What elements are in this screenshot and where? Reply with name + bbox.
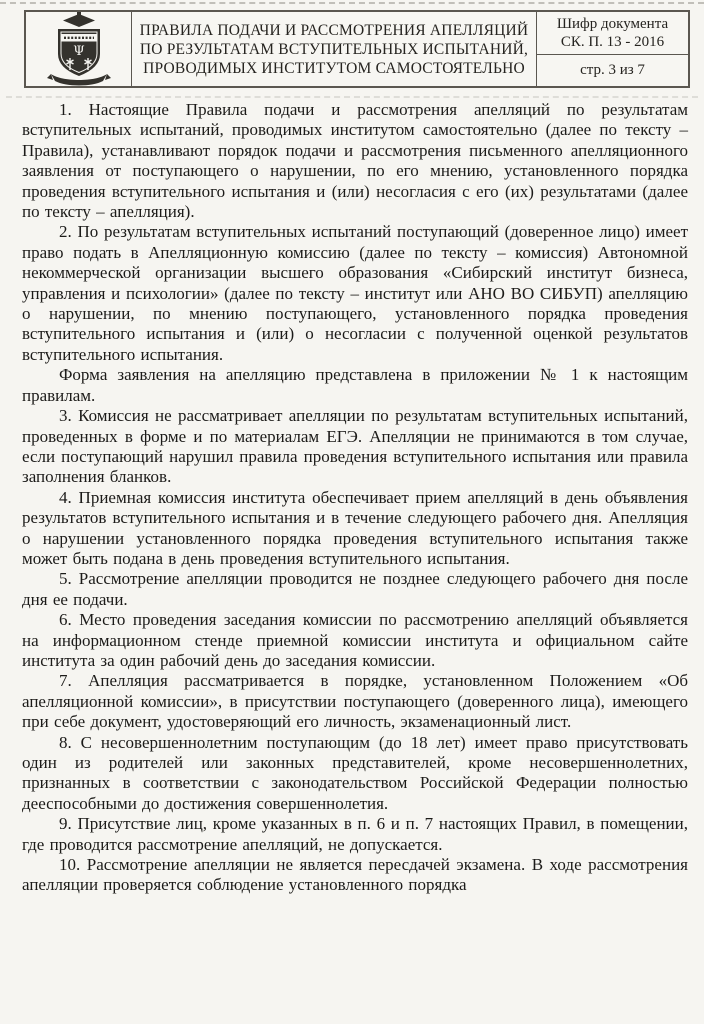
doc-code-label: Шифр документа [556,16,669,32]
doc-code-value: СК. П. 13 - 2016 [560,34,665,50]
paragraph-10: 10. Рассмотрение апелляции не является пересдачей экзамена. В ходе рассмотрения апелляции проверяется соблюдение установленного порядка [22,855,688,895]
title-line-2: ПО РЕЗУЛЬТАТАМ ВСТУПИТЕЛЬНЫХ ИСПЫТАНИЙ, [139,40,529,58]
paragraph-6: 6. Место проведения заседания комиссии по рассмотрению апелляций объявляется на информационном стенде приемной комиссии института и официальном сайте института за один рабочий день до заседания комиссии. [22,610,688,670]
paragraph-7: 7. Апелляция рассматривается в порядке, установленном Положением «Об апелляционной комиссии», в присутствии поступающего (доверенного лица), имеющего при себе документ, удостоверяющий его личность, экзаменационный лист. [22,671,688,732]
document-header-table [24,10,690,88]
paragraph-5: 5. Рассмотрение апелляции проводится не позднее следующего рабочего дня после дня ее подачи. [22,569,688,609]
page-number-cell [537,55,688,86]
document-code-column [537,12,688,86]
svg-text:Ψ: Ψ [72,44,85,59]
paragraph-2a: Форма заявления на апелляцию представлена в приложении № 1 к настоящим правилам. [22,365,688,405]
paragraph-8: 8. С несовершеннолетним поступающим (до 18 лет) имеет право присутствовать один из родителей или законных представителей, кроме несовершеннолетних, признанных в соответствии с законодательством Российской Федерации полностью дееспособными до достижения совершеннолетия. [22,732,688,813]
paragraph-4: 4. Приемная комиссия института обеспечивает прием апелляций в день объявления результатов вступительного испытания и в течение следующего рабочего дня. Апелляция о нарушении установленного порядка проведения вступительного испытания также может быть подана в день проведения вступительного испытания. [22,487,688,568]
document-title [132,12,537,86]
logo-cell [26,12,132,86]
scan-artifact-below-header [6,96,698,98]
paragraph-2: 2. По результатам вступительных испытаний поступающий (доверенное лицо) имеет право подать в Апелляционную комиссию (далее по тексту – комиссия) Автономной некоммерческой организации высшего образования «Сибирский институт бизнеса, управления и психологии» (далее по тексту – институт или АНО ВО СИБУП) апелляцию о нарушении, по мнению поступающего, установленного порядка проведения вступительного испытания и (или) о несогласии с полученной оценкой результатов вступительного испытания. [22,222,688,364]
institute-coat-of-arms-icon [43,12,115,86]
scan-artifact-top [0,2,704,4]
paragraph-3: 3. Комиссия не рассматривает апелляции по результатам вступительных испытаний, проведенных в форме и по материалам ЕГЭ. Апелляции не принимаются в том случае, если поступающий нарушил правила проведения вступительного испытания или правила заполнения бланков. [22,406,688,487]
document-body [22,100,688,896]
paragraph-9: 9. Присутствие лиц, кроме указанных в п. 6 и п. 7 настоящих Правил, в помещении, где проводится рассмотрение апелляций, не допускается. [22,814,688,854]
paragraph-1: 1. Настоящие Правила подачи и рассмотрения апелляций по результатам вступительных испытаний, проводимых институтом самостоятельно (далее по тексту – Правила), устанавливают порядок подачи и рассмотрения письменного апелляционного заявления от поступающего о нарушении, по его мнению, установленного порядка проведения вступительного испытания и (или) несогласия с его (их) результатами (далее по тексту – апелляция). [22,100,688,222]
page-number: стр. 3 из 7 [580,62,645,78]
document-code-cell [537,12,688,55]
title-line-3: ПРОВОДИМЫХ ИНСТИТУТОМ САМОСТОЯТЕЛЬНО [143,59,525,77]
title-line-1: ПРАВИЛА ПОДАЧИ И РАССМОТРЕНИЯ АПЕЛЛЯЦИЙ [139,21,529,39]
